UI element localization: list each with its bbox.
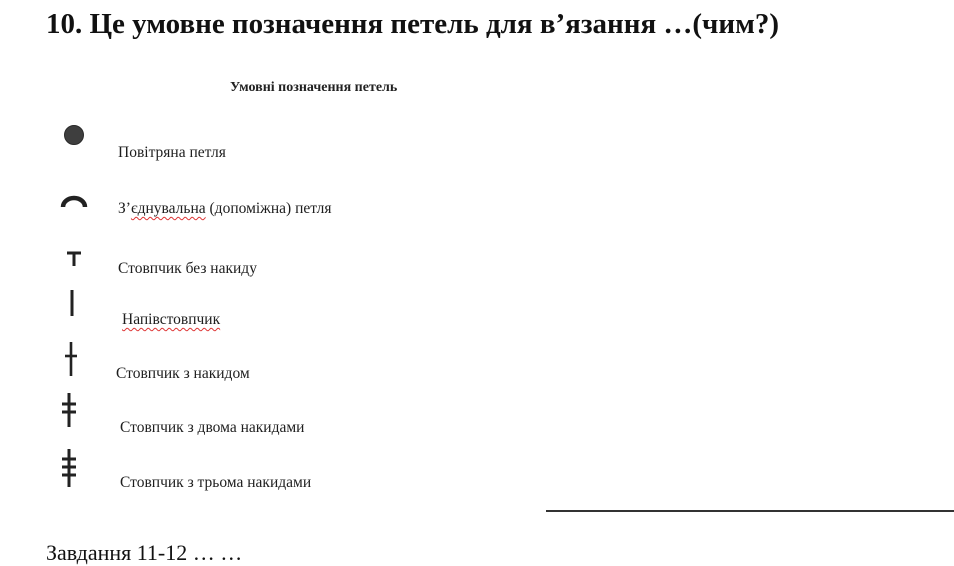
t-symbol-icon xyxy=(52,238,96,282)
legend-label-single-crochet: Стовпчик без накиду xyxy=(118,260,257,277)
arc-icon xyxy=(52,182,96,226)
legend-label-double-crochet: Стовпчик з накидом xyxy=(116,365,250,382)
legend-label-double-treble-crochet: Стовпчик з трьома накидами xyxy=(120,474,312,491)
legend-label-half-double-crochet: Напівстовпчик xyxy=(122,311,221,328)
legend-label-slip-stitch-pre: З’ xyxy=(118,200,131,217)
answer-line xyxy=(546,510,954,512)
legend-label-slip-stitch xyxy=(118,200,332,218)
footer-text: Завдання 11-12 … … xyxy=(46,540,243,565)
legend-label-treble-crochet: Стовпчик з двома накидами xyxy=(120,419,305,436)
triple-cross-bar-icon xyxy=(52,446,96,490)
double-cross-bar-icon xyxy=(52,388,96,432)
legend-label-chain-stitch: Повітряна петля xyxy=(118,144,226,161)
question-heading: 10. Це умовне позначення петель для в’язання …(чим?) xyxy=(46,8,780,40)
single-cross-bar-icon xyxy=(52,336,96,380)
legend-title: Умовні позначення петель xyxy=(230,80,398,95)
filled-dot-icon xyxy=(52,114,96,158)
legend-label-slip-stitch-post: (допоміжна) петля xyxy=(205,200,332,217)
vertical-bar-icon xyxy=(52,280,96,324)
legend-label-slip-stitch-mark: єднувальна xyxy=(130,200,206,217)
